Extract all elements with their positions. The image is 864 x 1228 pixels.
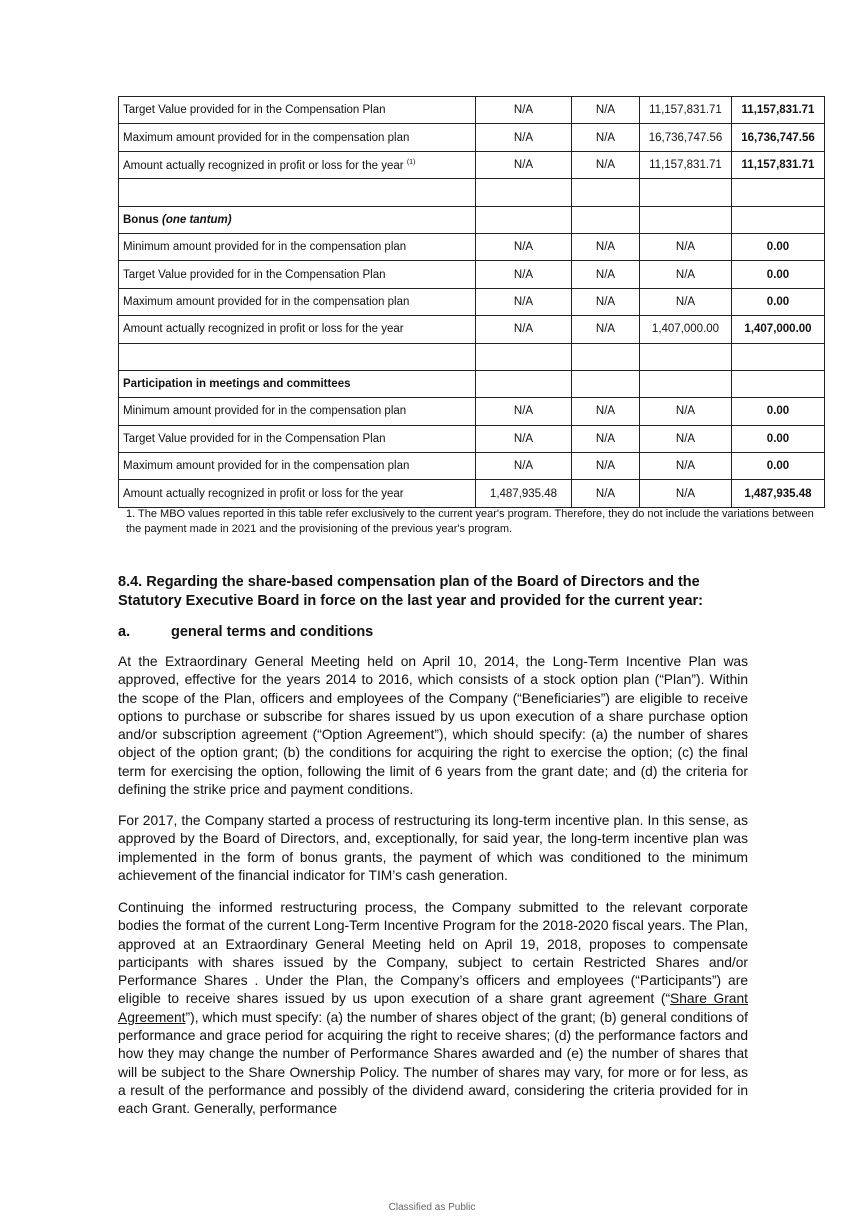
value-cell-2: N/A <box>572 233 640 260</box>
row-label: Minimum amount provided for in the compensation plan <box>119 233 476 260</box>
group-heading: Bonus <box>123 213 159 226</box>
empty-cell <box>572 343 640 370</box>
subsection-title: general terms and conditions <box>171 624 374 640</box>
total-cell: 0.00 <box>732 233 825 260</box>
table-row <box>119 261 825 288</box>
total-cell: 0.00 <box>732 398 825 425</box>
row-label: Amount actually recognized in profit or loss for the year <box>119 316 476 343</box>
empty-cell <box>732 179 825 206</box>
total-cell: 1,487,935.48 <box>732 480 825 507</box>
row-label-text: Amount actually recognized in profit or loss for the year <box>123 159 404 172</box>
table-row <box>119 97 825 124</box>
value-cell-1: N/A <box>476 398 572 425</box>
paragraph-ltip-2014: At the Extraordinary General Meeting held on April 10, 2014, the Long-Term Incentive Plan was approved, effective for the years 2014 to 2016, which consists of a stock option plan (“Plan”). Within the scope of the Plan, officers and employees of the Company (“Beneficiaries”) are eligible to receive options to purchase or subscribe for shares issued by us upon execution of a share purchase option and/or subscription agreement (“Option Agreement”), which should specify: (a) the number of shares object of the option grant; (b) the conditions for acquiring the right to exercise the option; (c) the final term for exercising the option, following the limit of 6 years from the grant date; and (d) the criteria for defining the strike price and payment conditions. <box>118 654 748 798</box>
value-cell-3: 16,736,747.56 <box>640 124 732 151</box>
empty-cell <box>572 206 640 233</box>
empty-cell <box>476 179 572 206</box>
empty-cell <box>732 343 825 370</box>
table-row <box>119 124 825 151</box>
value-cell-2: N/A <box>572 425 640 452</box>
table-row <box>119 316 825 343</box>
total-cell: 16,736,747.56 <box>732 124 825 151</box>
value-cell-1: N/A <box>476 233 572 260</box>
empty-cell <box>732 370 825 397</box>
empty-cell <box>476 370 572 397</box>
row-label: Target Value provided for in the Compensation Plan <box>119 97 476 124</box>
value-cell-1: N/A <box>476 425 572 452</box>
value-cell-3: N/A <box>640 233 732 260</box>
row-label: Maximum amount provided for in the compensation plan <box>119 124 476 151</box>
value-cell-1: N/A <box>476 316 572 343</box>
group-heading-cell <box>119 206 476 233</box>
blank-row <box>119 343 825 370</box>
section-title: 8.4. Regarding the share-based compensation plan of the Board of Directors and the Statutory Executive Board in force on the last year and provided for the current year: <box>118 574 703 609</box>
value-cell-2: N/A <box>572 288 640 315</box>
row-label: Amount actually recognized in profit or loss for the year <box>119 480 476 507</box>
subsection-letter: a. <box>118 624 131 640</box>
table-row <box>119 425 825 452</box>
value-cell-3: N/A <box>640 453 732 480</box>
empty-cell <box>640 179 732 206</box>
table-row <box>119 233 825 260</box>
total-cell: 0.00 <box>732 425 825 452</box>
footnote-marker: (1) <box>406 158 416 166</box>
value-cell-3: 11,157,831.71 <box>640 97 732 124</box>
row-label: Maximum amount provided for in the compensation plan <box>119 288 476 315</box>
row-label: Target Value provided for in the Compensation Plan <box>119 261 476 288</box>
value-cell-3: N/A <box>640 288 732 315</box>
value-cell-2: N/A <box>572 151 640 178</box>
value-cell-1: 1,487,935.48 <box>476 480 572 507</box>
paragraph-ltip-2018 <box>118 899 748 1119</box>
compensation-table <box>118 96 825 508</box>
total-cell: 11,157,831.71 <box>732 151 825 178</box>
table-row <box>119 288 825 315</box>
group-heading: Participation in meetings and committees <box>123 378 351 391</box>
value-cell-3: 1,407,000.00 <box>640 316 732 343</box>
paragraph-text-end: ”), which must specify: (a) the number of shares object of the grant; (b) general conditions of performance and grace period for acquiring the right to receive shares; (d) the performance factors and how they may change the number of Performance Shares awarded and (e) the number of shares that will be subject to the Share Ownership Policy. The number of shares may vary, for more or for less, as a result of the performance and possibly of the dividend award, considering the criteria provided for in each Grant. Generally, performance <box>118 1009 748 1117</box>
total-cell: 0.00 <box>732 261 825 288</box>
classification-footer: Classified as Public <box>388 1202 476 1213</box>
table-row <box>119 151 825 178</box>
value-cell-2: N/A <box>572 261 640 288</box>
share-grant-agreement-term: Share Grant Agreement <box>118 991 748 1025</box>
value-cell-1: N/A <box>476 453 572 480</box>
value-cell-3: N/A <box>640 425 732 452</box>
table-row <box>119 480 825 507</box>
value-cell-1: N/A <box>476 151 572 178</box>
group-heading-cell <box>119 370 476 397</box>
table-row <box>119 453 825 480</box>
total-cell: 0.00 <box>732 453 825 480</box>
group-heading-qualifier: (one tantum) <box>161 213 232 226</box>
value-cell-2: N/A <box>572 316 640 343</box>
value-cell-3: N/A <box>640 261 732 288</box>
value-cell-3: 11,157,831.71 <box>640 151 732 178</box>
empty-cell <box>640 370 732 397</box>
value-cell-3: N/A <box>640 398 732 425</box>
value-cell-2: N/A <box>572 480 640 507</box>
empty-cell <box>640 206 732 233</box>
paragraph-text-start: Continuing the informed restructuring process, the Company submitted to the relevant corporate bodies the format of the current Long-Term Incentive Program for the 2018-2020 fiscal years. The Plan, approved at an Extraordinary General Meeting held on April 19, 2018, proposes to compensate participants with shares issued by the Company, subject to certain Restricted Shares and/or Performance Shares . Under the Plan, the Company’s officers and employees (“Participants”) are eligible to receive shares issued by us upon execution of a share grant agreement (“ <box>118 900 748 1007</box>
value-cell-3: N/A <box>640 480 732 507</box>
value-cell-1: N/A <box>476 124 572 151</box>
value-cell-1: N/A <box>476 261 572 288</box>
blank-row <box>119 179 825 206</box>
empty-cell <box>119 343 476 370</box>
value-cell-1: N/A <box>476 97 572 124</box>
value-cell-2: N/A <box>572 97 640 124</box>
value-cell-1: N/A <box>476 288 572 315</box>
table-row <box>119 398 825 425</box>
meetings-heading-row <box>119 370 825 397</box>
empty-cell <box>476 343 572 370</box>
empty-cell <box>732 206 825 233</box>
row-label: Target Value provided for in the Compensation Plan <box>119 425 476 452</box>
table-footnote: 1. The MBO values reported in this table refer exclusively to the current year's program. Therefore, they do not include the variations between the payment made in 2021 and the provisioning of the previous year's program. <box>126 508 814 535</box>
subsection-heading <box>118 623 758 642</box>
empty-cell <box>572 370 640 397</box>
total-cell: 11,157,831.71 <box>732 97 825 124</box>
row-label <box>119 151 476 178</box>
value-cell-2: N/A <box>572 124 640 151</box>
empty-cell <box>640 343 732 370</box>
total-cell: 1,407,000.00 <box>732 316 825 343</box>
paragraph-restructuring-2017: For 2017, the Company started a process of restructuring its long-term incentive plan. In this sense, as approved by the Board of Directors, and, exceptionally, for said year, the long-term incentive plan was implemented in the form of bonus grants, the payment of which was conditioned to the minimum achievement of the financial indicator for TIM’s cash generation. <box>118 813 748 883</box>
compensation-table-body <box>119 97 825 508</box>
total-cell: 0.00 <box>732 288 825 315</box>
empty-cell <box>476 206 572 233</box>
row-label: Minimum amount provided for in the compensation plan <box>119 398 476 425</box>
empty-cell <box>572 179 640 206</box>
value-cell-2: N/A <box>572 398 640 425</box>
value-cell-2: N/A <box>572 453 640 480</box>
row-label: Maximum amount provided for in the compensation plan <box>119 453 476 480</box>
empty-cell <box>119 179 476 206</box>
bonus-heading-row <box>119 206 825 233</box>
